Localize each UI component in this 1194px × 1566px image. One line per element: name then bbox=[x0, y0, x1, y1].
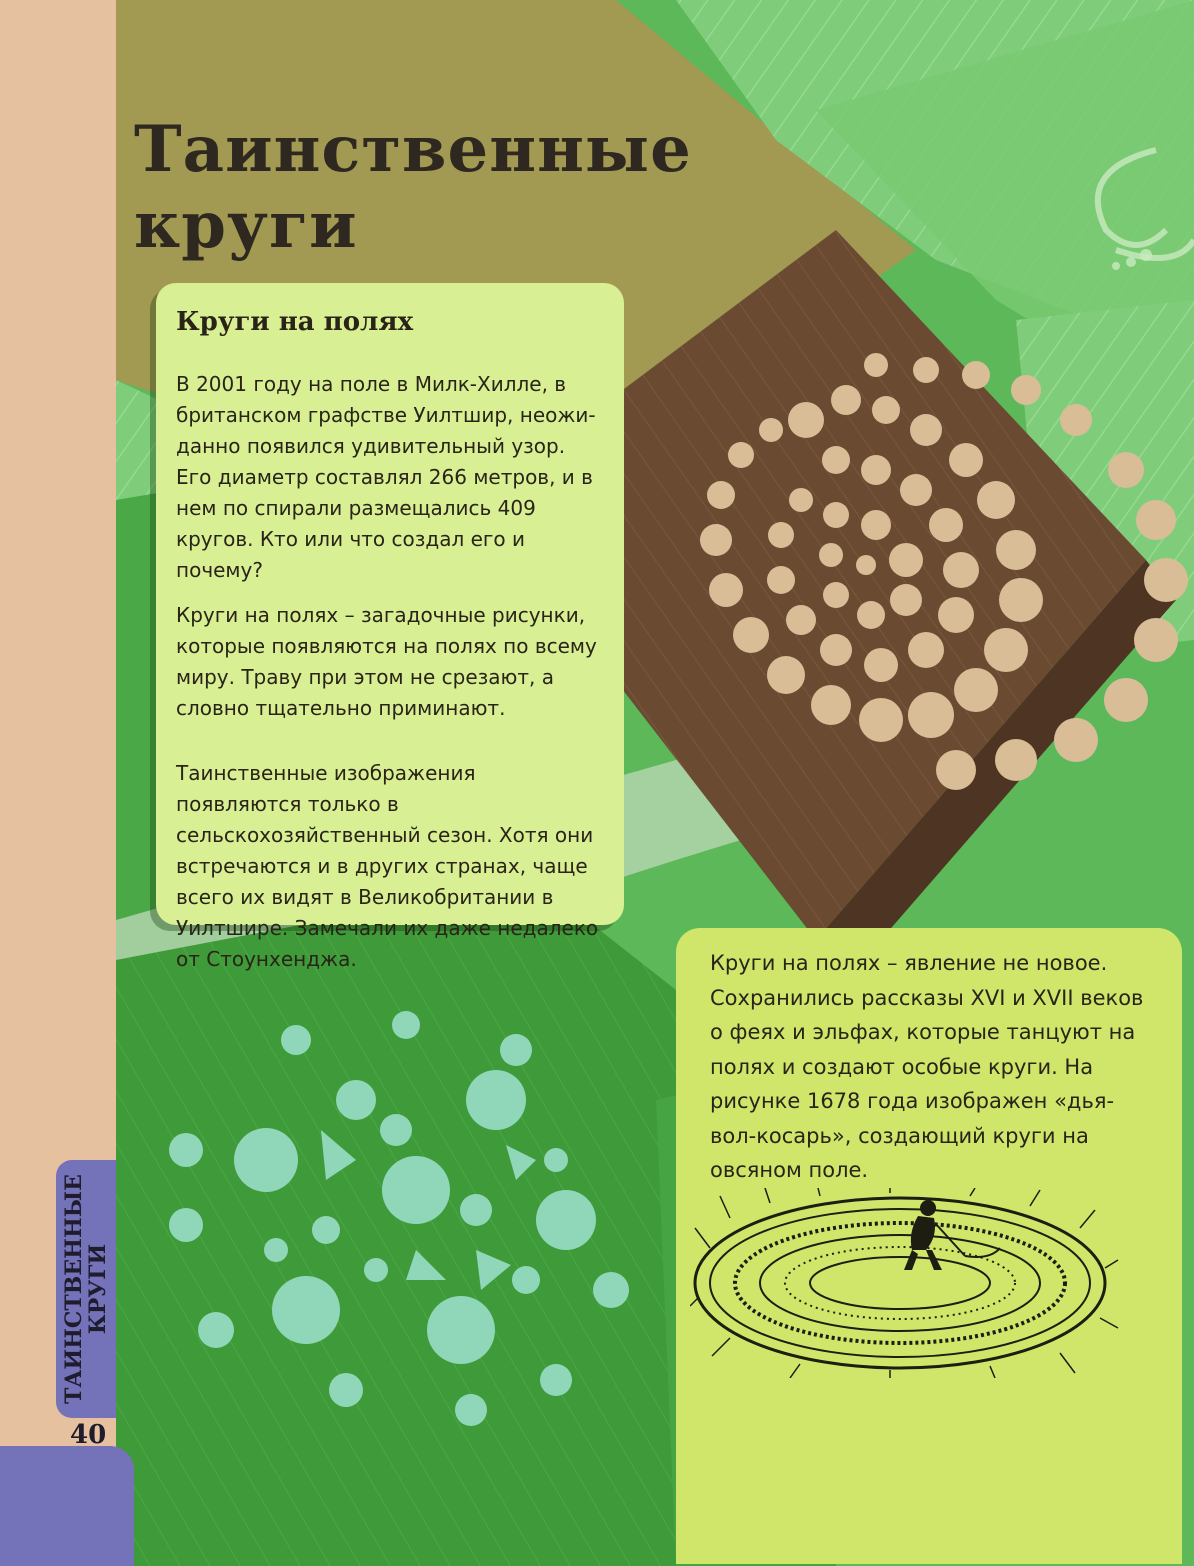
info-paragraph-3: Таинственные изображения появляются только в сельскохозяйственный сезон. Хотя они встречаются и в других странах, чаще всего их видят в Великобритании в Уилтшире. Замечали их даже недалеко от Стоунхенджа. bbox=[176, 761, 599, 971]
page-number: 40 bbox=[70, 1420, 107, 1450]
history-paragraph: Круги на полях – явление не новое. Сохранились рассказы XVI и XVII веков о феях и эльфах, которые танцуют на полях и создают особые круги. На рисунке 1678 года изображен «дьявол-косарь», создающий круги на овсяном поле. bbox=[710, 951, 1144, 1182]
mowing-devil-engraving bbox=[690, 1188, 1120, 1378]
info-box-heading: Круги на полях bbox=[176, 307, 414, 337]
info-paragraph-1: В 2001 году на поле в Милк-Хилле, в британском графстве Уилтшир, неожиданно появился удивительный узор. Его диаметр составлял 266 метров, и в нем по спирали размещались 409 кругов. Кто или что создал его и почему? bbox=[176, 372, 596, 582]
crop-circles-info-box bbox=[156, 283, 624, 971]
page-number-tab bbox=[0, 1446, 134, 1566]
page-title: Таинственные круги bbox=[134, 112, 692, 263]
info-paragraph-2: Круги на полях – загадочные рисунки, которые появляются на полях по всему миру. Траву при этом не срезают, а словно тщательно приминают. bbox=[176, 603, 597, 720]
section-tab-label: ТАИНСТВЕННЫЕ КРУГИ bbox=[61, 1174, 111, 1404]
